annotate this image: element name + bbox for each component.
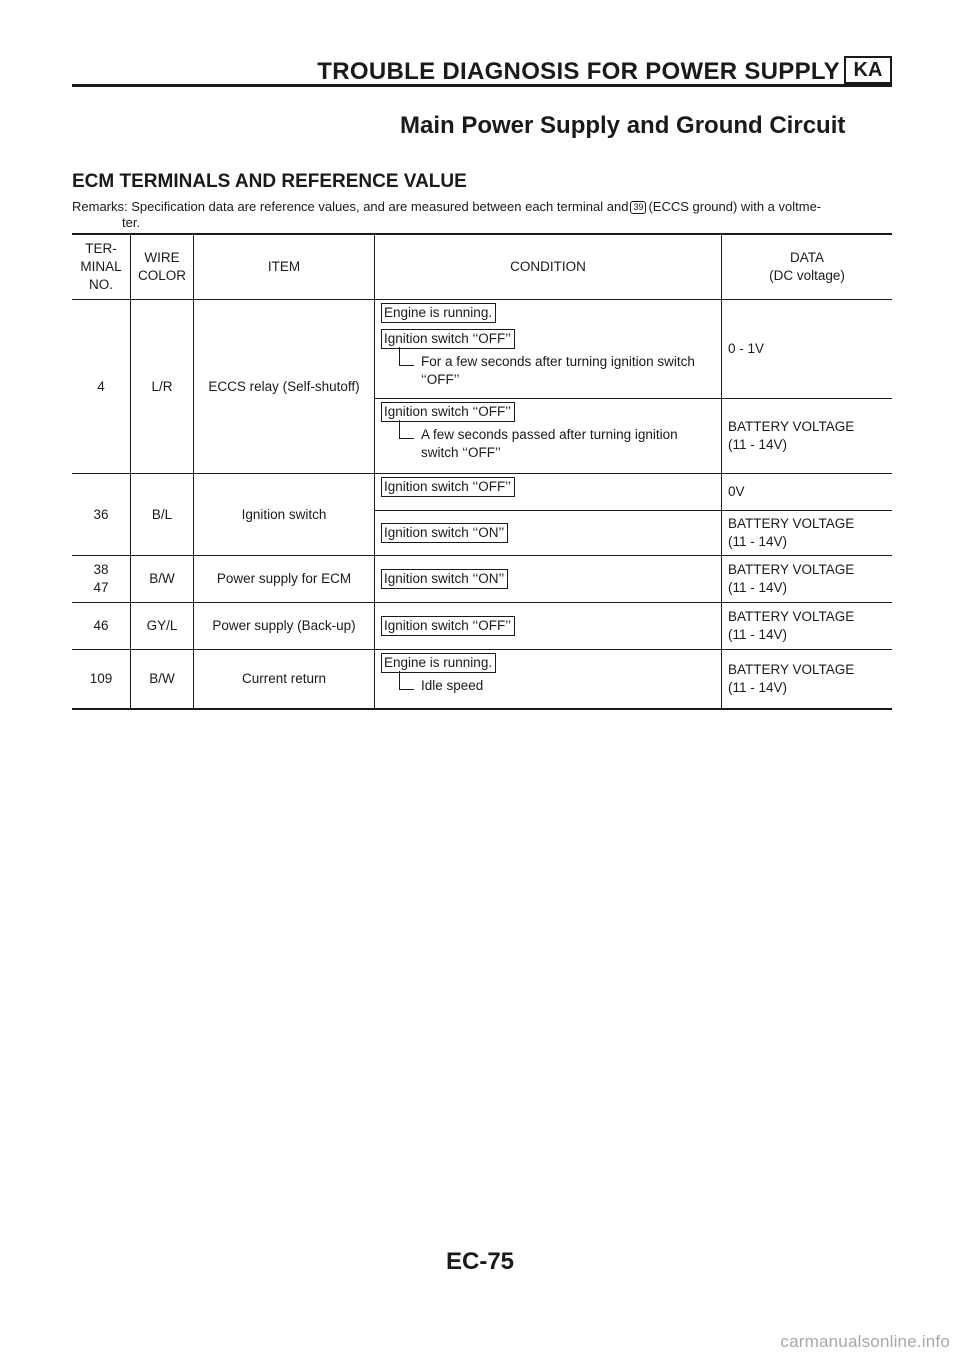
remarks-text-continued: ter. bbox=[122, 215, 141, 230]
condition-box: Ignition switch ‘‘ON’’ bbox=[381, 523, 508, 543]
wire-color: GY/L bbox=[131, 603, 194, 650]
header-condition: CONDITION bbox=[375, 234, 722, 300]
terminal-reference-table bbox=[72, 233, 892, 710]
item: Power supply (Back-up) bbox=[194, 603, 375, 650]
condition bbox=[375, 511, 722, 556]
section-title: Main Power Supply and Ground Circuit bbox=[400, 112, 846, 139]
header-terminal: TER- MINAL NO. bbox=[72, 234, 131, 300]
condition-box: Ignition switch ‘‘ON’’ bbox=[381, 569, 508, 589]
terminal-no: 4 bbox=[72, 300, 131, 474]
remarks-text-before: Remarks: Specification data are reference values, and are measured between each terminal and bbox=[72, 199, 629, 214]
condition bbox=[375, 556, 722, 603]
condition-detail: For a few seconds after turning ignition switch ‘‘OFF’’ bbox=[381, 353, 721, 389]
elbow-connector bbox=[399, 347, 414, 366]
table-row bbox=[72, 474, 892, 511]
table-row bbox=[72, 300, 892, 399]
item: Ignition switch bbox=[194, 474, 375, 556]
wire-color: B/L bbox=[131, 474, 194, 556]
header-rule bbox=[72, 84, 892, 87]
condition bbox=[375, 650, 722, 710]
engine-code-badge: KA bbox=[844, 56, 892, 84]
header-data: DATA (DC voltage) bbox=[722, 234, 893, 300]
data-value: BATTERY VOLTAGE (11 - 14V) bbox=[728, 562, 855, 595]
header-wire-color: WIRE COLOR bbox=[131, 234, 194, 300]
terminal-no: 38 47 bbox=[72, 556, 131, 603]
page-number: EC-75 bbox=[445, 1248, 515, 1275]
page-header bbox=[72, 56, 892, 86]
header-item: ITEM bbox=[194, 234, 375, 300]
data-value: 0V bbox=[728, 484, 745, 499]
condition bbox=[375, 474, 722, 511]
watermark: carmanualsonline.info bbox=[780, 1332, 950, 1351]
condition-detail: Idle speed bbox=[381, 677, 721, 695]
remarks bbox=[72, 199, 892, 231]
condition-box: Ignition switch ‘‘OFF’’ bbox=[381, 616, 515, 636]
terminal-no: 46 bbox=[72, 603, 131, 650]
elbow-connector bbox=[399, 420, 414, 439]
data-value: BATTERY VOLTAGE (11 - 14V) bbox=[728, 662, 855, 695]
data-value: BATTERY VOLTAGE (11 - 14V) bbox=[728, 516, 855, 549]
table-row bbox=[72, 556, 892, 603]
condition-detail: A few seconds passed after turning ignition switch ‘‘OFF’’ bbox=[381, 426, 721, 462]
remarks-text-after: (ECCS ground) with a voltme- bbox=[648, 199, 822, 214]
table-header-row bbox=[72, 234, 892, 300]
table-row bbox=[72, 650, 892, 710]
item: Power supply for ECM bbox=[194, 556, 375, 603]
condition-box: Ignition switch ‘‘OFF’’ bbox=[381, 477, 515, 497]
condition bbox=[375, 399, 722, 474]
condition-box: Engine is running. bbox=[381, 303, 496, 323]
elbow-connector bbox=[399, 671, 414, 690]
condition bbox=[375, 300, 722, 399]
data-value: 0 - 1V bbox=[728, 341, 765, 356]
condition-box: Engine is running. bbox=[381, 653, 496, 673]
connector-symbol: 39 bbox=[630, 201, 646, 214]
condition-box: Ignition switch ‘‘OFF’’ bbox=[381, 402, 515, 422]
wire-color: B/W bbox=[131, 556, 194, 603]
item: ECCS relay (Self-shutoff) bbox=[194, 300, 375, 474]
data-value: BATTERY VOLTAGE (11 - 14V) bbox=[728, 609, 855, 642]
item: Current return bbox=[194, 650, 375, 710]
data-value: BATTERY VOLTAGE (11 - 14V) bbox=[728, 419, 855, 452]
terminal-no: 109 bbox=[72, 650, 131, 710]
wire-color: L/R bbox=[131, 300, 194, 474]
table-row bbox=[72, 603, 892, 650]
wire-color: B/W bbox=[131, 650, 194, 710]
header-title: TROUBLE DIAGNOSIS FOR POWER SUPPLY bbox=[317, 58, 840, 85]
condition bbox=[375, 603, 722, 650]
condition-box: Ignition switch ‘‘OFF’’ bbox=[381, 329, 515, 349]
subsection-title: ECM TERMINALS AND REFERENCE VALUE bbox=[72, 171, 467, 192]
terminal-no: 36 bbox=[72, 474, 131, 556]
